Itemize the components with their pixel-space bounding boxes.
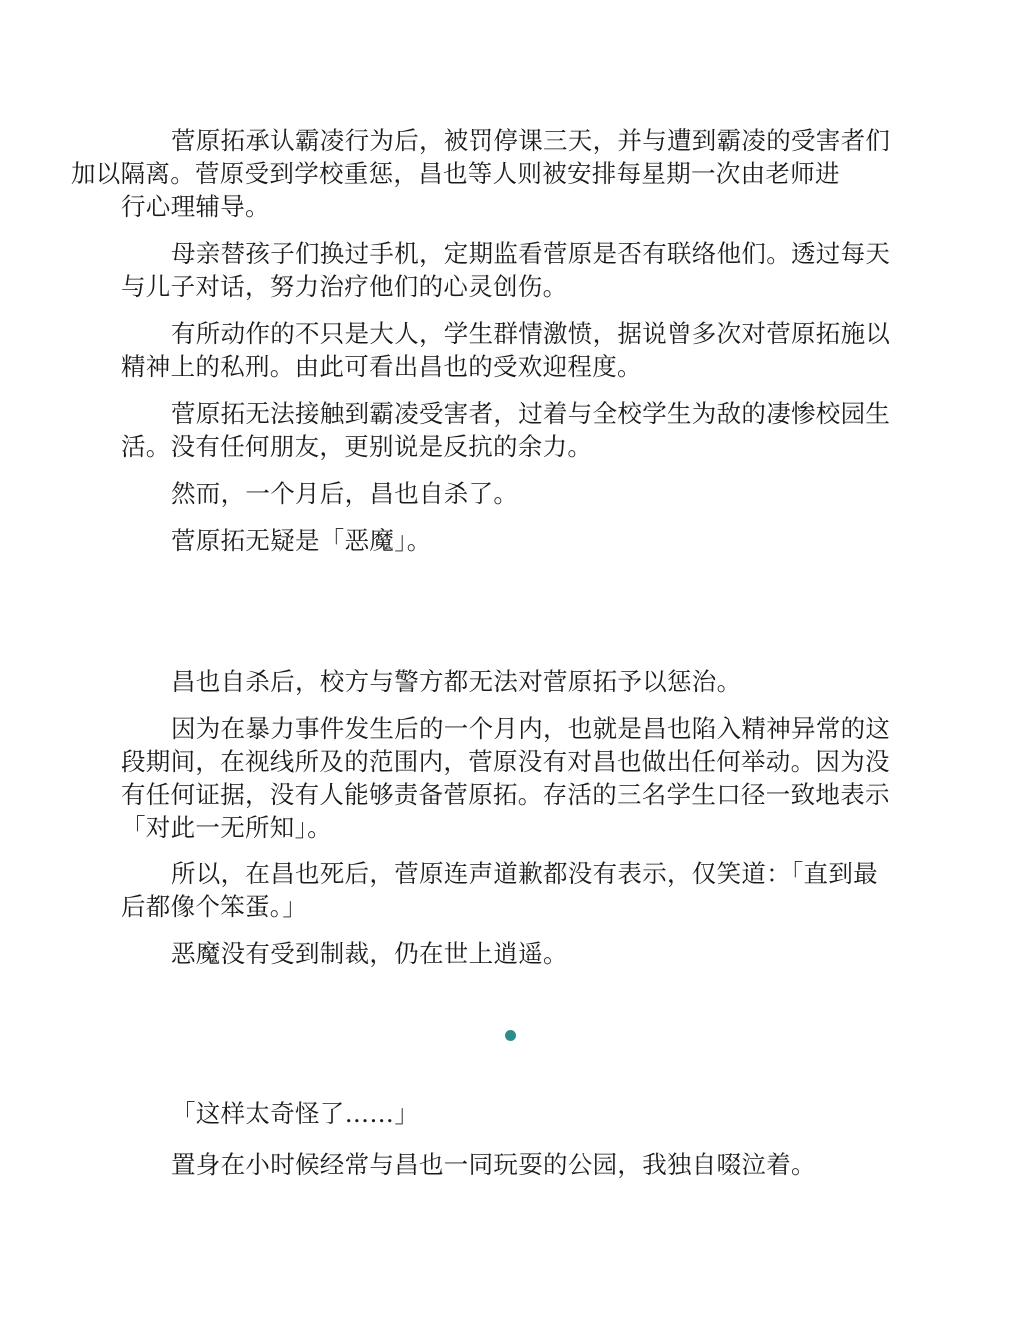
paragraph [121, 237, 899, 303]
text-line: 行心理辅导。 [121, 192, 270, 221]
text-line: 昌也自杀后，校方与警方都无法对菅原拓予以惩治。 [171, 667, 742, 696]
text-line: 置身在小时候经常与昌也一同玩耍的公园，我独自啜泣着。 [171, 1150, 816, 1179]
text-line: 菅原拓无法接触到霸凌受害者，过着与全校学生为敌的凄惨校园生 [171, 399, 891, 428]
text-line: 「对此一无所知」。 [121, 813, 332, 842]
text-line: 因为在暴力事件发生后的一个月内，也就是昌也陷入精神异常的这 [171, 714, 891, 743]
text-line: 所以，在昌也死后，菅原连声道歉都没有表示，仅笑道：「直到最 [171, 859, 878, 888]
paragraph [121, 477, 899, 510]
paragraph [121, 524, 899, 557]
text-line: 菅原拓承认霸凌行为后，被罚停课三天，并与遭到霸凌的受害者们 [171, 126, 891, 155]
text-line: 菅原拓无疑是「恶魔」。 [171, 526, 432, 555]
text-line: 段期间，在视线所及的范围内，菅原没有对昌也做出任何举动。因为没 [121, 747, 890, 776]
text-line: 与儿子对话，努力治疗他们的心灵创伤。 [121, 272, 568, 301]
text-line: 有任何证据，没有人能够责备菅原拓。存活的三名学生口径一致地表示 [121, 780, 890, 809]
text-line: 然而，一个月后，昌也自杀了。 [171, 479, 519, 508]
paragraph [121, 1148, 899, 1181]
paragraph [121, 857, 899, 923]
text-line: 有所动作的不只是大人，学生群情激愤，据说曾多次对菅原拓施以 [171, 319, 891, 348]
paragraph [121, 1097, 899, 1130]
text-line: 「这样太奇怪了……」 [171, 1099, 419, 1128]
text-line: 后都像个笨蛋。」 [121, 892, 308, 921]
paragraph [121, 937, 899, 970]
text-line: 活。没有任何朋友，更别说是反抗的余力。 [121, 432, 593, 461]
paragraph [71, 124, 899, 223]
paragraph [121, 665, 899, 698]
paragraph [121, 317, 899, 383]
scene-break-dot-icon [505, 1030, 516, 1041]
paragraph [121, 712, 899, 844]
text-line: 恶魔没有受到制裁，仍在世上逍遥。 [171, 939, 568, 968]
text-line: 加以隔离。菅原受到学校重惩，昌也等人则被安排每星期一次由老师进 [71, 159, 840, 188]
text-line: 精神上的私刑。由此可看出昌也的受欢迎程度。 [121, 352, 642, 381]
paragraph [121, 397, 899, 463]
text-line: 母亲替孩子们换过手机，定期监看菅原是否有联络他们。透过每天 [171, 239, 891, 268]
